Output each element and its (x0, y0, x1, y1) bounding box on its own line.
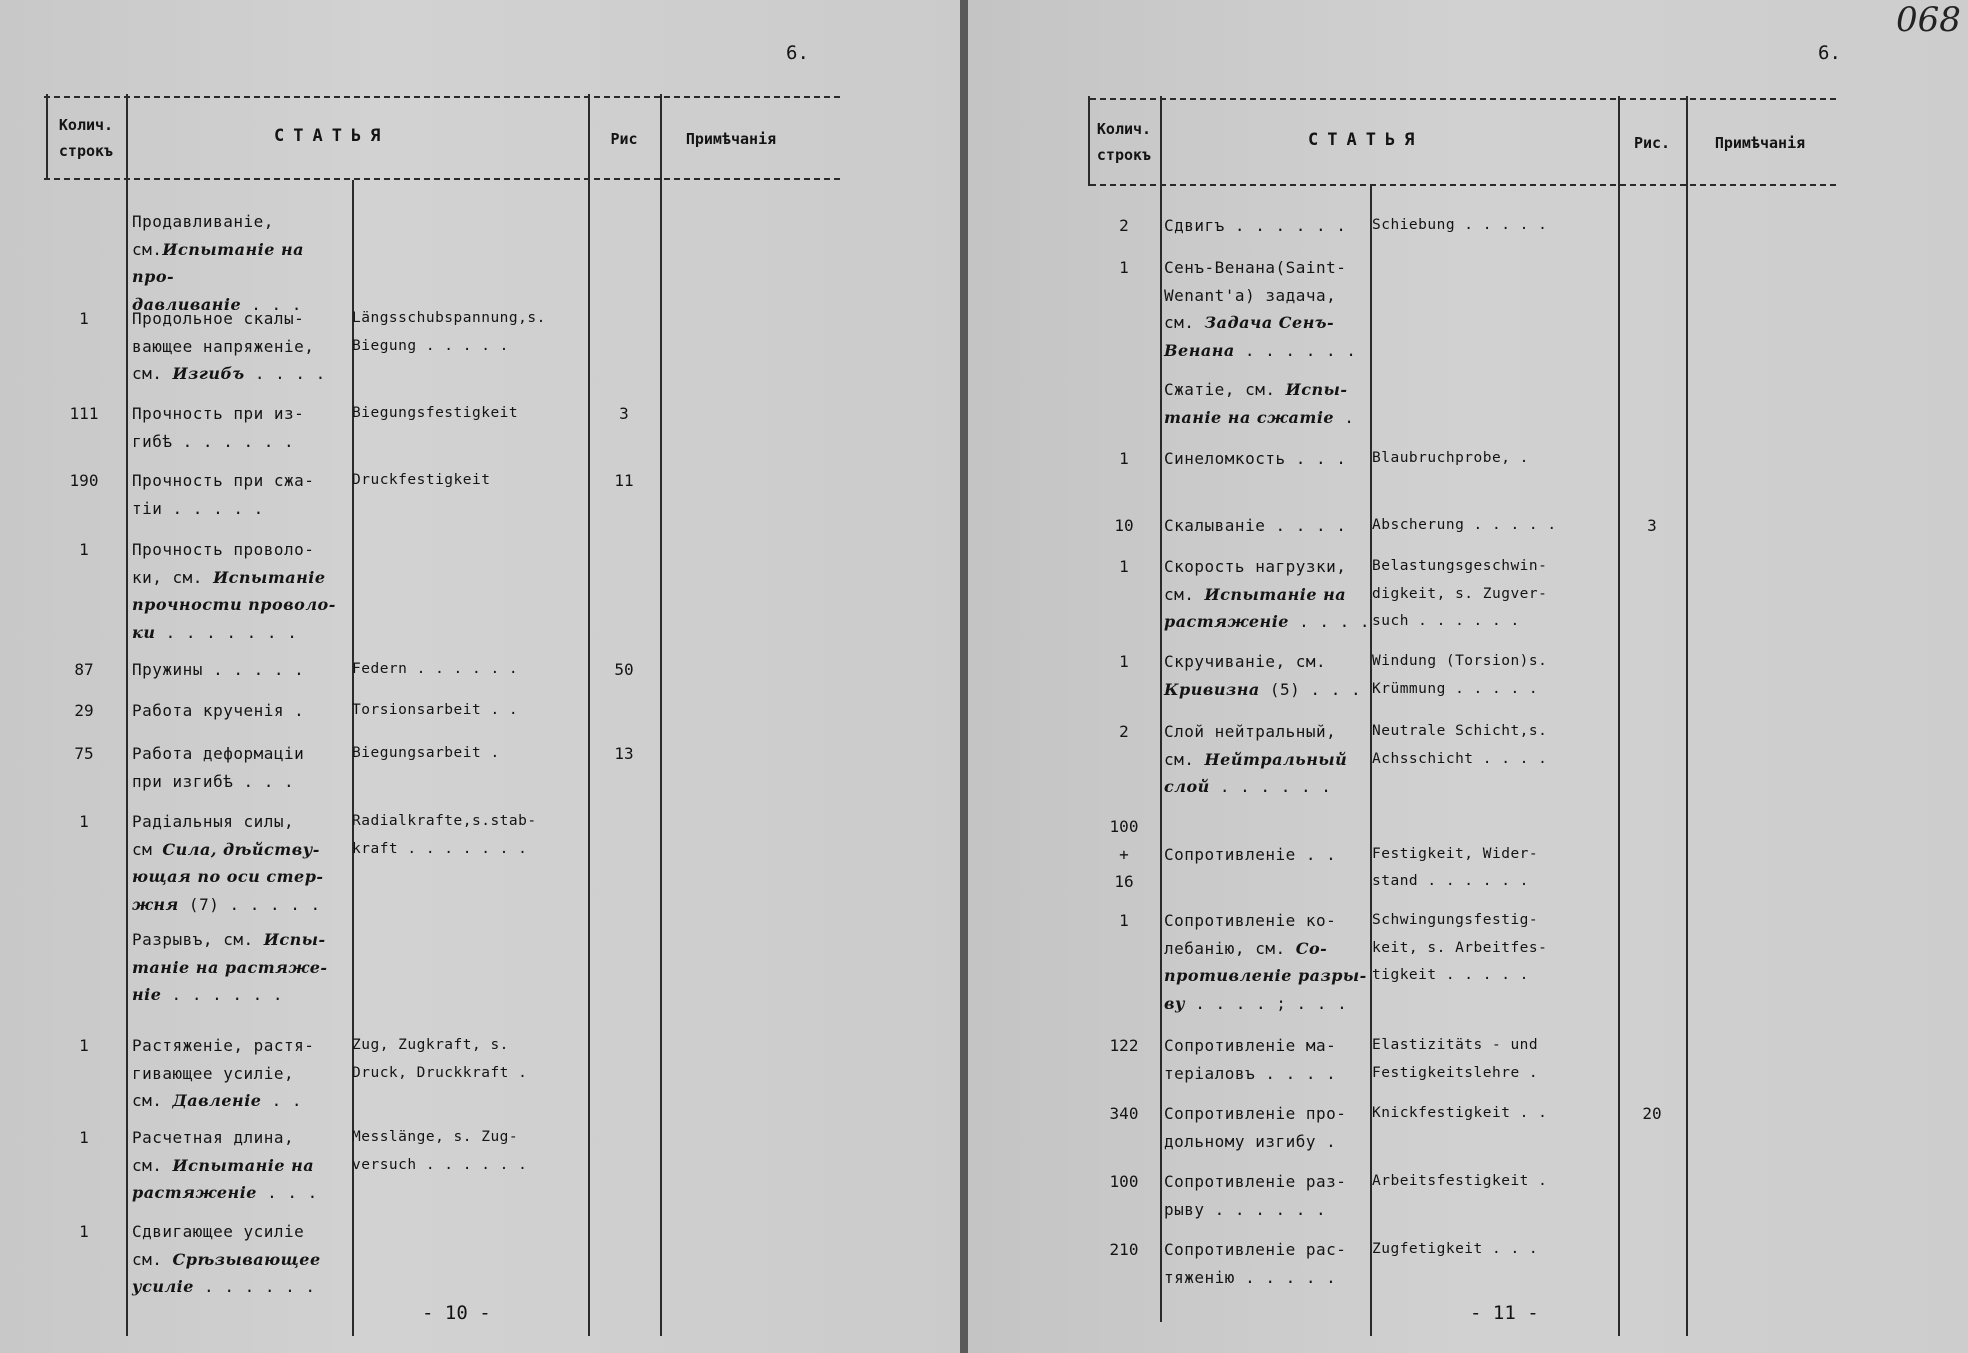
german-term: Schiebung . . . . . (1372, 217, 1548, 233)
term-text: Сдвигающее усиліе см. (132, 1222, 305, 1269)
german-term: Neutrale Schicht,s. Achsschicht . . . . (1372, 723, 1548, 767)
term-text: Работа крученія . (132, 701, 305, 720)
count-header: Колич. строкъ (1096, 120, 1152, 164)
term-text: Сопротивленіе про- дольному изгибу . (1164, 1104, 1347, 1151)
notes-header: Примѣчанія (685, 130, 777, 148)
handwritten-folio-number: 068 (1896, 0, 1961, 40)
cross-reference: Сила, дѣйству- ющая по оси стер- жня (132, 839, 324, 914)
left-page (0, 0, 960, 1353)
line-count: 210 (1109, 1240, 1139, 1259)
line-count: 2 (1119, 722, 1129, 741)
russian-term (1164, 1032, 1370, 1087)
term-text: Пружины . . . . . (132, 660, 305, 679)
line-count: 1 (79, 540, 89, 559)
term-text: Прочность проволо- ки, см. (132, 540, 315, 587)
term-text: Работа деформаціи при изгибѣ . . . (132, 744, 305, 791)
page-mark: 6. (786, 42, 809, 64)
leader-dots: . . . . . . . (155, 622, 298, 642)
term-text: Радіальныя силы, см (132, 812, 295, 859)
figure-header: Рис (610, 130, 638, 148)
term-text: Сопротивленіе ма- теріаловъ . . . . (1164, 1036, 1337, 1083)
cross-reference: Испытаніе на растяженіе (132, 1155, 315, 1202)
russian-term (1164, 445, 1370, 473)
line-count: 1 (79, 1128, 89, 1147)
leader-dots: . . . . ; . . . (1185, 993, 1348, 1013)
header-top-rule (1090, 98, 1836, 100)
german-term: Biegungsarbeit . (352, 745, 500, 761)
cross-reference: Срѣзывающее усиліе (132, 1249, 321, 1296)
line-count: 1 (1119, 449, 1129, 468)
column-rule (660, 94, 662, 1336)
line-count: 1 (79, 1036, 89, 1055)
term-text: Прочность при сжа- тіи . . . . . (132, 471, 315, 518)
cross-reference: Испы- таніе на растяже- ніе (132, 930, 328, 1004)
line-count: 1 (79, 309, 89, 328)
term-text: Сопротивленіе раз- рыву . . . . . . (1164, 1172, 1347, 1219)
russian-term (132, 1032, 346, 1115)
cross-reference: Нейтральный слой (1164, 749, 1348, 796)
german-term: Zug, Zugkraft, s. Druck, Druckkraft . (352, 1037, 528, 1081)
line-count: 122 (1109, 1036, 1139, 1055)
column-rule (1160, 96, 1162, 1322)
column-rule (1686, 96, 1688, 1336)
cross-reference: Испытаніе на про- давливаніе (132, 239, 304, 314)
russian-term (1164, 907, 1370, 1017)
leader-dots: . . (261, 1091, 302, 1110)
russian-term (1164, 512, 1370, 540)
notes-header: Примѣчанія (1714, 134, 1806, 152)
german-term: Radialkrafte,s.stab- kraft . . . . . . . (352, 813, 537, 857)
leader-dots: . . . (241, 294, 302, 314)
german-term: Biegungsfestigkeit (352, 405, 519, 421)
german-term: Druckfestigkeit (352, 472, 491, 488)
page-mark: 6. (1818, 42, 1841, 64)
cross-reference: Давленіе (172, 1091, 262, 1110)
term-text: Слой нейтральный, см. (1164, 722, 1337, 769)
leader-dots: (7) . . . . . (178, 894, 321, 914)
german-term: Knickfestigkeit . . (1372, 1105, 1548, 1121)
term-text: Сжатіе, см. (1164, 380, 1286, 399)
line-count: 100 + 16 (1109, 817, 1139, 891)
russian-term (1164, 1100, 1370, 1155)
cross-reference: Со- противленіе разры- ву (1164, 938, 1367, 1013)
german-term: Elastizitäts - und Festigkeitslehre . (1372, 1037, 1539, 1081)
line-count: 1 (1119, 911, 1129, 930)
figure-number: 20 (1642, 1104, 1662, 1123)
term-text: Сопротивленіе рас- тяженію . . . . . (1164, 1240, 1347, 1287)
book-gutter (960, 0, 968, 1353)
term-text: Скорость нагрузки, см. (1164, 557, 1347, 604)
term-text: Сдвигъ . . . . . . (1164, 216, 1347, 235)
russian-term (132, 808, 346, 918)
line-count: 111 (69, 404, 99, 423)
page-footer: - 11 - (1470, 1302, 1539, 1324)
header-bottom-rule (1090, 184, 1836, 186)
page-footer: - 10 - (422, 1302, 491, 1324)
line-count: 87 (74, 660, 94, 679)
russian-term (1164, 212, 1370, 240)
cross-reference: Кривизна (1164, 679, 1260, 699)
russian-term (132, 656, 346, 684)
russian-term (132, 1218, 346, 1301)
german-term: Zugfetigkeit . . . (1372, 1241, 1539, 1257)
german-term: Messlänge, s. Zug- versuch . . . . . . (352, 1129, 528, 1173)
column-rule (588, 94, 590, 1336)
russian-term (132, 208, 346, 318)
german-term: Torsionsarbeit . . (352, 702, 519, 718)
term-text: Разрывъ, см. (132, 930, 264, 949)
russian-term (1164, 553, 1370, 636)
cross-reference: Задача Сенъ- Венана (1164, 313, 1335, 360)
russian-term (1164, 254, 1370, 364)
cross-reference: Испытаніе на растяженіе (1164, 584, 1347, 631)
russian-term (1164, 813, 1370, 868)
german-term: Arbeitsfestigkeit . (1372, 1173, 1548, 1189)
leader-dots: . . . . . . (1234, 340, 1357, 360)
figure-header: Рис. (1633, 134, 1671, 152)
russian-term (132, 926, 346, 1009)
figure-number: 13 (614, 744, 634, 763)
column-rule (126, 94, 128, 1336)
russian-term (1164, 648, 1370, 703)
german-term: Festigkeit, Wider- stand . . . . . . (1372, 845, 1539, 889)
leader-dots: . . . (256, 1183, 318, 1202)
russian-term (132, 400, 346, 455)
line-count: 2 (1119, 216, 1129, 235)
leader-dots: . . . . (1288, 612, 1371, 631)
line-count: 29 (74, 701, 94, 720)
line-count: 1 (1119, 652, 1129, 671)
term-text: Синеломкость . . . (1164, 449, 1347, 468)
column-rule (1618, 96, 1620, 1336)
line-count: 75 (74, 744, 94, 763)
russian-term (132, 740, 346, 795)
german-term: Schwingungsfestig- keit, s. Arbeitfes- tigkeit . . . . . (1372, 912, 1548, 983)
leader-dots: . . . . . . (193, 1277, 316, 1296)
right-page (968, 0, 1968, 1353)
cross-reference: Испы- таніе на сжатіе (1164, 380, 1348, 427)
figure-number: 50 (614, 660, 634, 679)
german-term: Windung (Torsion)s. Krümmung . . . . . (1372, 653, 1548, 697)
line-count: 1 (1119, 258, 1129, 277)
article-header: СТАТЬЯ (1308, 130, 1424, 150)
article-header: СТАТЬЯ (274, 126, 390, 146)
term-text: Сопротивленіе ко- лебанію, см. (1164, 911, 1337, 958)
line-count: 10 (1114, 516, 1134, 535)
term-text: Продольное скалы- вающее напряженіе, см. (132, 309, 315, 383)
german-term: Belastungsgeschwin- digkeit, s. Zugver- such . . . . . . (1372, 558, 1548, 629)
german-term: Längsschubspannung,s. Biegung . . . . . (352, 310, 546, 354)
term-text: Продавливаніе, см. (132, 212, 274, 259)
russian-term (1164, 376, 1370, 431)
russian-term (132, 1124, 346, 1207)
russian-term (132, 467, 346, 522)
count-header: Колич. строкъ (58, 116, 114, 160)
cross-reference: Испытаніе прочности проволо- ки (132, 567, 336, 642)
german-term: Federn . . . . . . (352, 661, 519, 677)
figure-number: 11 (614, 471, 634, 490)
line-count: 340 (1109, 1104, 1139, 1123)
line-count: 1 (1119, 557, 1129, 576)
cross-reference: Изгибъ (172, 364, 245, 383)
line-count: 190 (69, 471, 99, 490)
leader-dots: . . . . . . (1209, 777, 1332, 796)
leader-dots: (5) . . . (1259, 679, 1362, 699)
header-top-rule (44, 96, 840, 98)
russian-term (132, 697, 346, 725)
leader-dots: . . . . (244, 364, 326, 383)
line-count: 100 (1109, 1172, 1139, 1191)
figure-number: 3 (1647, 516, 1657, 535)
line-count: 1 (79, 1222, 89, 1241)
russian-term (132, 536, 346, 646)
figure-number: 3 (619, 404, 629, 423)
russian-term (1164, 1168, 1370, 1223)
term-text: Расчетная длина, см. (132, 1128, 295, 1175)
term-text: Сенъ-Венана(Saint- Wenant'a) задача, см. (1164, 258, 1347, 332)
term-text: Скалываніе . . . . (1164, 516, 1347, 535)
russian-term (1164, 718, 1370, 801)
leader-dots: . . . . . . (161, 985, 284, 1004)
term-text: Скручиваніе, см. (1164, 652, 1327, 671)
line-count: 1 (79, 812, 89, 831)
term-text: Растяженіе, растя- гивающее усиліе, см. (132, 1036, 315, 1110)
term-text: Сопротивленіе . . (1164, 844, 1337, 864)
header-bottom-rule (44, 178, 840, 180)
russian-term (1164, 1236, 1370, 1291)
russian-term (132, 305, 346, 388)
leader-dots: . (1334, 407, 1355, 427)
term-text: Прочность при из- гибѣ . . . . . . (132, 404, 305, 451)
german-term: Blaubruchprobe, . (1372, 450, 1529, 466)
german-term: Abscherung . . . . . (1372, 517, 1557, 533)
